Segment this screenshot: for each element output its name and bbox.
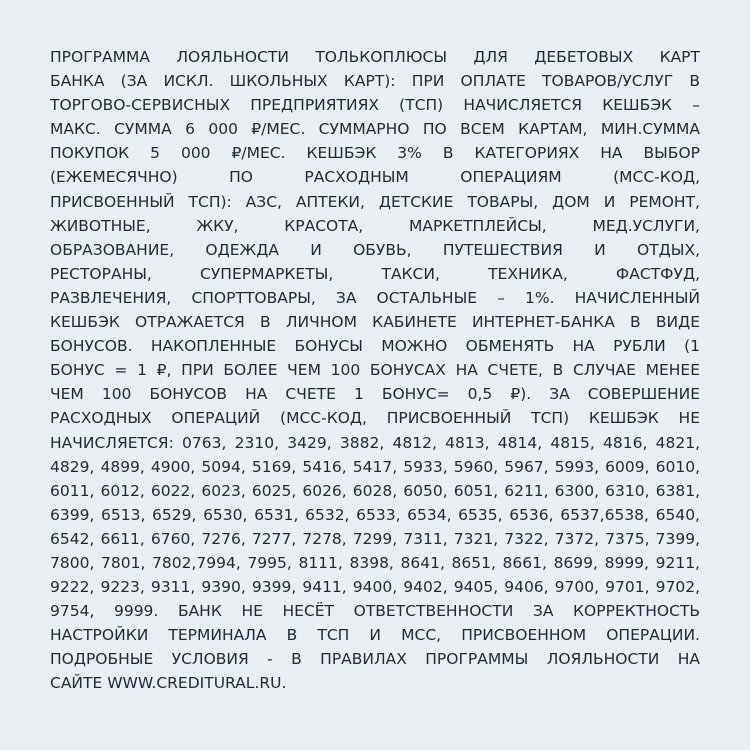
text-line: 7800, 7801, 7802,7994, 7995, 8111, 8398, 8641, 8651, 8661, 8699, 8999, 9211, (50, 553, 700, 572)
text-line: (ЕЖЕМЕСЯЧНО) ПО РАСХОДНЫМ ОПЕРАЦИЯМ (MCC-КОД, (50, 168, 700, 187)
text-line: 6399, 6513, 6529, 6530, 6531, 6532, 6533, 6534, 6535, 6536, 6537,6538, 6540, (50, 505, 700, 524)
text-line: ЧЕМ 100 БОНУСОВ НА СЧЕТЕ 1 БОНУС= 0,5 ₽). ЗА СОВЕРШЕНИЕ (50, 385, 700, 404)
text-line: РАСХОДНЫХ ОПЕРАЦИЙ (MCC-КОД, ПРИСВОЕННЫЙ ТСП) КЕШБЭК НЕ (50, 409, 700, 428)
text-line: ПРИСВОЕННЫЙ ТСП): АЗС, АПТЕКИ, ДЕТСКИЕ ТОВАРЫ, ДОМ И РЕМОНТ, (50, 192, 700, 211)
text-line: МАКС. СУММА 6 000 ₽/МЕС. СУММАРНО ПО ВСЕМ КАРТАМ, МИН.СУММА (50, 120, 700, 139)
text-line: ПОДРОБНЫЕ УСЛОВИЯ - В ПРАВИЛАХ ПРОГРАММЫ ЛОЯЛЬНОСТИ НА (50, 650, 700, 669)
text-line: НАЧИСЛЯЕТСЯ: 0763, 2310, 3429, 3882, 4812, 4813, 4814, 4815, 4816, 4821, (50, 433, 700, 452)
text-line: БОНУСОВ. НАКОПЛЕННЫЕ БОНУСЫ МОЖНО ОБМЕНЯТЬ НА РУБЛИ (1 (50, 337, 700, 356)
text-line: НАСТРОЙКИ ТЕРМИНАЛА В ТСП И MCC, ПРИСВОЕННОМ ОПЕРАЦИИ. (50, 626, 700, 645)
text-line: ТОРГОВО-СЕРВИСНЫХ ПРЕДПРИЯТИЯХ (ТСП) НАЧИСЛЯЕТСЯ КЕШБЭК – (50, 96, 700, 115)
text-line: ПРОГРАММА ЛОЯЛЬНОСТИ ТОЛЬКОПЛЮСЫ ДЛЯ ДЕБЕТОВЫХ КАРТ (50, 48, 700, 66)
text-line: БАНКА (ЗА ИСКЛ. ШКОЛЬНЫХ КАРТ): ПРИ ОПЛАТЕ ТОВАРОВ/УСЛУГ В (50, 72, 700, 91)
website-line: САЙТЕ WWW.CREDITURAL.RU. (50, 674, 287, 693)
text-line: ПОКУПОК 5 000 ₽/МЕС. КЕШБЭК 3% В КАТЕГОРИЯХ НА ВЫБОР (50, 144, 700, 163)
text-line: 9754, 9999. БАНК НЕ НЕСЁТ ОТВЕТСТВЕННОСТИ ЗА КОРРЕКТНОСТЬ (50, 602, 700, 621)
text-line: КЕШБЭК ОТРАЖАЕТСЯ В ЛИЧНОМ КАБИНЕТЕ ИНТЕРНЕТ-БАНКА В ВИДЕ (50, 313, 700, 332)
text-line: ЖИВОТНЫЕ, ЖКУ, КРАСОТА, МАРКЕТПЛЕЙСЫ, МЕД.УСЛУГИ, (50, 216, 700, 235)
text-line: БОНУС = 1 ₽, ПРИ БОЛЕЕ ЧЕМ 100 БОНУСАХ НА СЧЕТЕ, В СЛУЧАЕ МЕНЕЕ (50, 361, 700, 380)
text-line: ОБРАЗОВАНИЕ, ОДЕЖДА И ОБУВЬ, ПУТЕШЕСТВИЯ И ОТДЫХ, (50, 240, 700, 259)
text-line: 6011, 6012, 6022, 6023, 6025, 6026, 6028, 6050, 6051, 6211, 6300, 6310, 6381, (50, 481, 700, 500)
text-line: РАЗВЛЕЧЕНИЯ, СПОРТТОВАРЫ, ЗА ОСТАЛЬНЫЕ – 1%. НАЧИСЛЕННЫЙ (50, 288, 700, 307)
text-line: 9222, 9223, 9311, 9390, 9399, 9411, 9400, 9402, 9405, 9406, 9700, 9701, 9702, (50, 578, 700, 597)
loyalty-terms-text (50, 45, 700, 696)
text-line: РЕСТОРАНЫ, СУПЕРМАРКЕТЫ, ТАКСИ, ТЕХНИКА, ФАСТФУД, (50, 264, 700, 283)
text-line: 6542, 6611, 6760, 7276, 7277, 7278, 7299, 7311, 7321, 7322, 7372, 7375, 7399, (50, 529, 700, 548)
text-line: 4829, 4899, 4900, 5094, 5169, 5416, 5417, 5933, 5960, 5967, 5993, 6009, 6010, (50, 457, 700, 476)
